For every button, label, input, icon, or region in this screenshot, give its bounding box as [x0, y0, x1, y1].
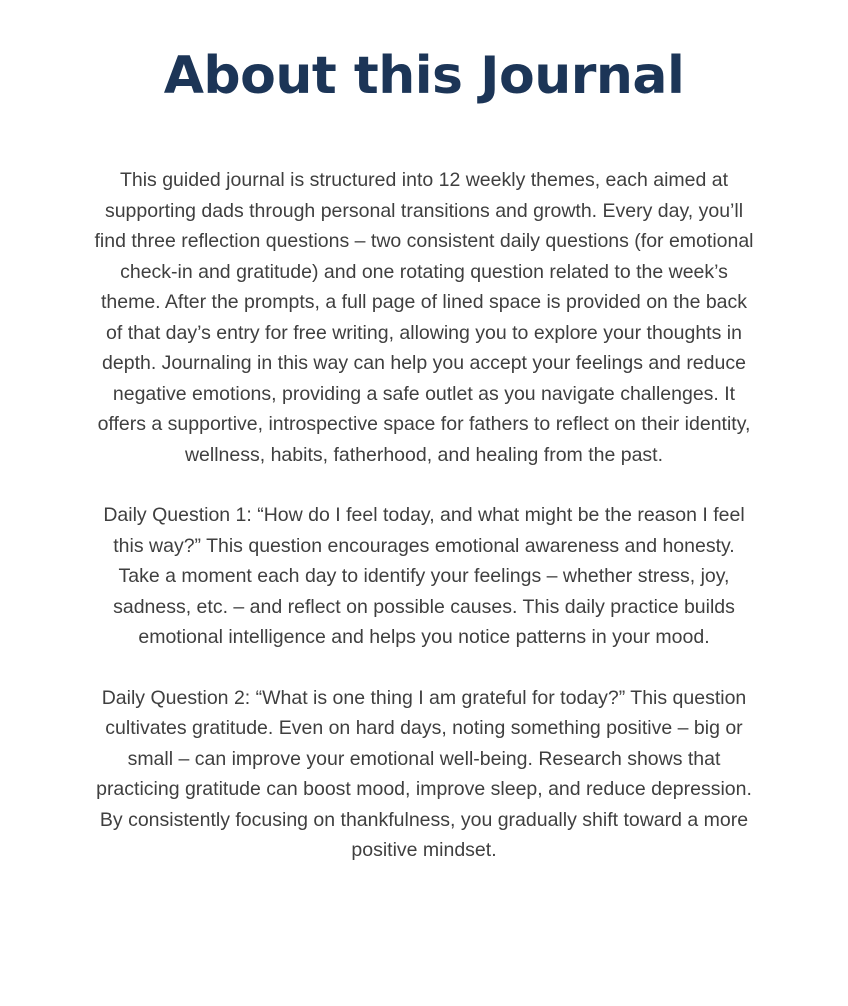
- paragraph-intro: This guided journal is structured into 12 weekly themes, each aimed at supporting dads through personal transitions and growth. Every day, you’ll find three reflection questions – two consistent daily questions (for emotional check-in and gratitude) and one rotating question related to the week’s theme. After the prompts, a full page of lined space is provided on the back of that day’s entry for free writing, allowing you to explore your thoughts in depth. Journaling in this way can help you accept your feelings and reduce negative emotions, providing a safe outlet as you navigate challenges. It offers a supportive, introspective space for fathers to reflect on their identity, wellness, habits, fatherhood, and healing from the past.: [94, 169, 754, 466]
- document-body: [94, 105, 754, 866]
- page-title: About this Journal: [163, 46, 685, 106]
- paragraph-daily-question-1: Daily Question 1: “How do I feel today, and what might be the reason I feel this way?” This question encourages emotional awareness and honesty. Take a moment each day to identify your feelings – whether stress, joy, sadness, etc. – and reflect on possible causes. This daily practice builds emotional intelligence and helps you notice patterns in your mood.: [103, 504, 745, 649]
- paragraph-daily-question-2: Daily Question 2: “What is one thing I am grateful for today?” This question cultivates gratitude. Even on hard days, noting something positive – big or small – can improve your emotional well-being. Research shows that practicing gratitude can boost mood, improve sleep, and reduce depression. By consistently focusing on thankfulness, you gradually shift toward a more positive mindset.: [96, 686, 752, 862]
